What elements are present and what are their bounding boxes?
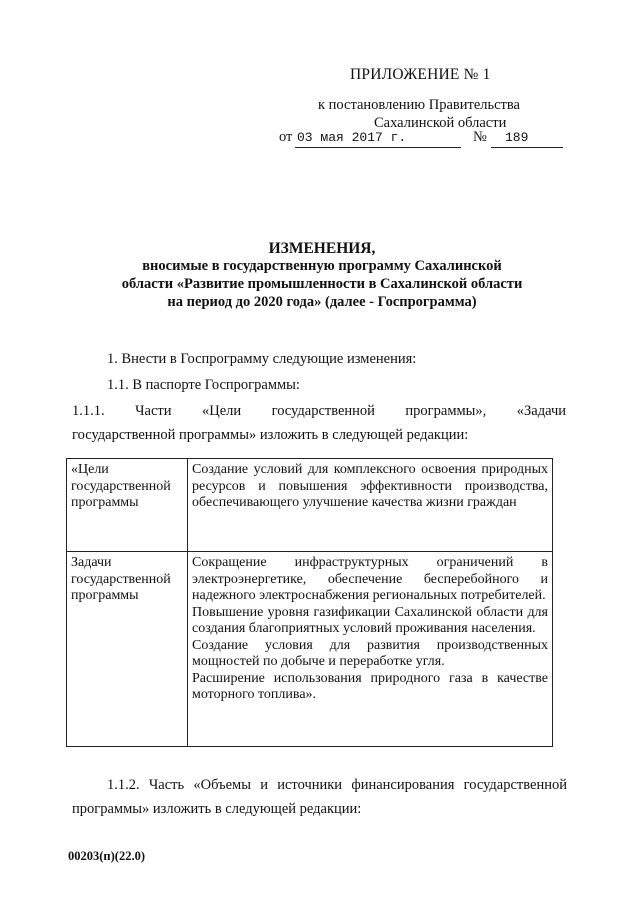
- table-paragraph: Расширение использования природного газа в качестве моторного топлива».: [192, 670, 548, 702]
- paragraph-1-1-1-line1: 1.1.1. Части «Цели государственной программы», «Задачи: [72, 403, 566, 419]
- table-row: [67, 552, 553, 747]
- table-paragraph: Сокращение инфраструктурных ограничений в электроэнергетике, обеспечение бесперебойного и надежного электроснабжения региональных потребителей.: [192, 555, 548, 603]
- paragraph-1-1: 1.1. В паспорте Госпрограммы:: [107, 377, 300, 393]
- date-prefix: от: [279, 129, 293, 145]
- table-row: [67, 459, 553, 552]
- paragraph-1: 1. Внести в Госпрограмму следующие изменения:: [107, 351, 417, 367]
- paragraph-1-1-2-line1: 1.1.2. Часть «Объемы и источники финансирования государственной: [107, 777, 567, 793]
- subtitle-line: области «Развитие промышленности в Сахалинской области: [121, 276, 523, 292]
- paragraph-1-1-1-line2: государственной программы» изложить в следующей редакции:: [72, 427, 469, 443]
- appendix-region-line: Сахалинской области: [374, 115, 507, 131]
- appendix-title: ПРИЛОЖЕНИЕ № 1: [350, 66, 491, 83]
- table-cell-content: [188, 552, 553, 747]
- appendix-decree-line: к постановлению Правительства: [318, 97, 520, 113]
- decree-date: 03 мая 2017 г.: [297, 130, 407, 145]
- paragraph-1-1-2-line2: программы» изложить в следующей редакции:: [72, 801, 362, 817]
- document-subtitle: [60, 257, 584, 311]
- table-cell-label: «Цели государственной программы: [67, 459, 188, 552]
- date-underline: [295, 147, 461, 148]
- table-paragraph: Создание условий для комплексного освоения природных ресурсов и повышения эффективности производства, обеспечивающего улучшение качества жизни граждан: [192, 462, 548, 510]
- changes-table: [66, 458, 553, 747]
- table-paragraph: Создание условия для развития производственных мощностей по добыче и переработке угля.: [192, 637, 548, 669]
- table-cell-label: Задачи государственной программы: [67, 552, 188, 747]
- decree-number: 189: [505, 130, 529, 145]
- number-underline: [491, 147, 563, 148]
- table-paragraph: Повышение уровня газификации Сахалинской области для создания благоприятных условий проживания населения.: [192, 604, 548, 636]
- subtitle-line: вносимые в государственную программу Сахалинской: [142, 258, 502, 274]
- decree-date-row: [279, 129, 569, 151]
- footer-document-code: 00203(п)(22.0): [68, 849, 145, 863]
- number-sign: №: [473, 129, 487, 145]
- table-cell-content: [188, 459, 553, 552]
- subtitle-line: на период до 2020 года» (далее - Госпрограмма): [167, 294, 477, 310]
- document-title: ИЗМЕНЕНИЯ,: [268, 240, 376, 257]
